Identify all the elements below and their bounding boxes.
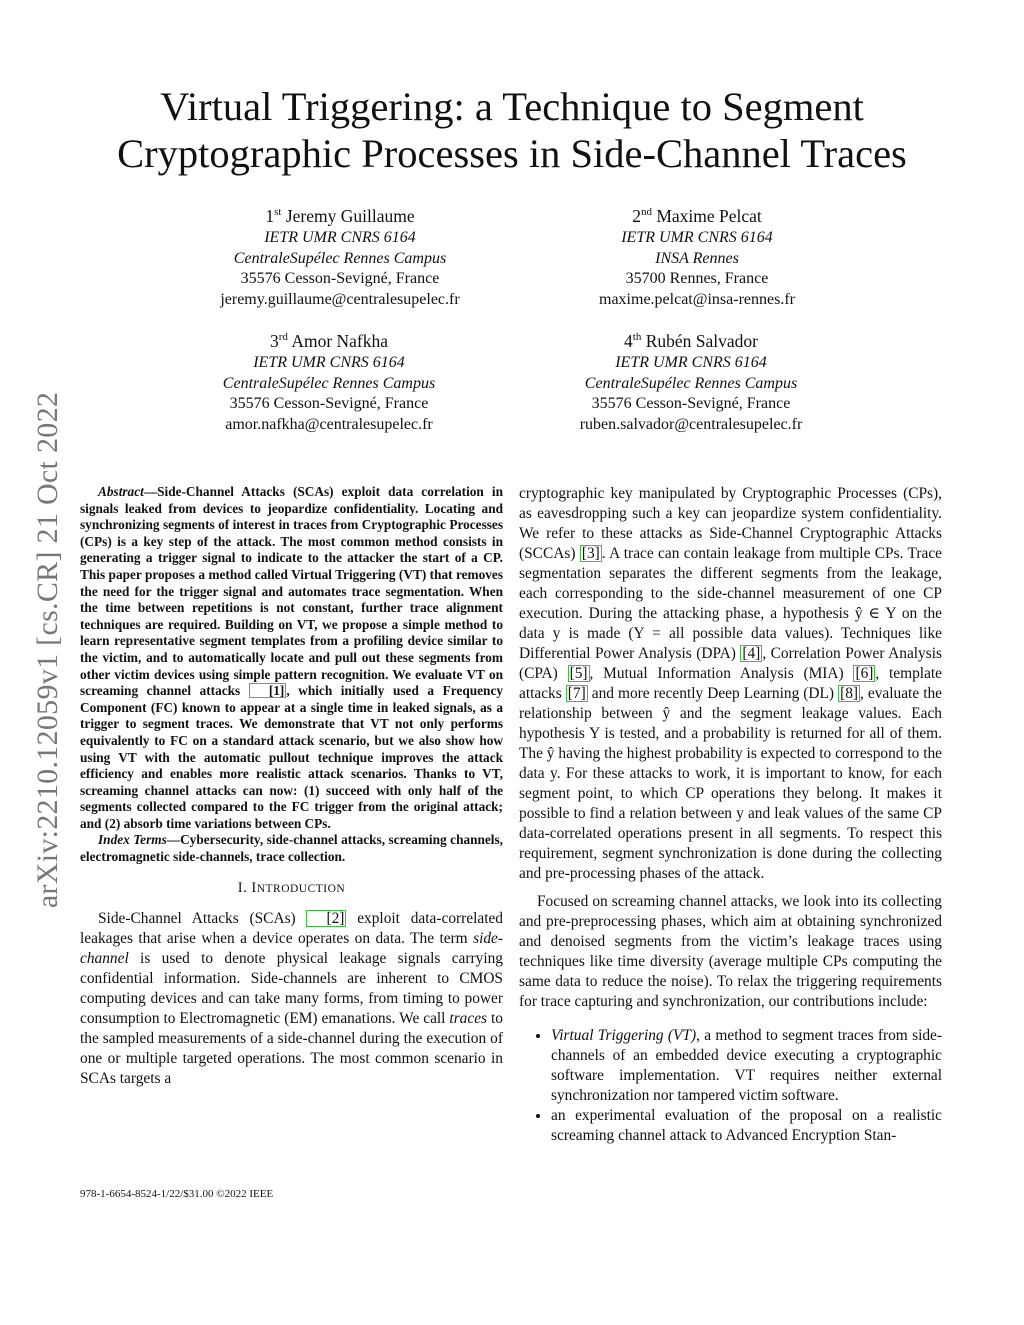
author-block-4 <box>511 325 871 436</box>
author-address: 35576 Cesson-Sevigné, France <box>591 395 791 413</box>
title-line-1: Virtual Triggering: a Technique to Segment <box>160 84 864 129</box>
author-lab: IETR UMR CNRS 6164 <box>621 228 773 246</box>
author-block-3 <box>149 325 509 436</box>
author-lab: IETR UMR CNRS 6164 <box>615 353 767 371</box>
contributions-list <box>519 1026 942 1146</box>
paper-title <box>60 83 964 177</box>
citation-link[interactable]: [3] <box>581 545 600 562</box>
author-name: 3rd Amor Nafkha <box>269 330 389 351</box>
author-block-2 <box>517 200 877 311</box>
title-line-2: Cryptographic Processes in Side-Channel Traces <box>117 131 907 176</box>
author-lab: IETR UMR CNRS 6164 <box>264 228 416 246</box>
citation-link[interactable]: [5] <box>569 665 588 682</box>
citation-link[interactable]: [1] <box>249 683 287 698</box>
author-address: 35700 Rennes, France <box>625 270 769 288</box>
left-column <box>80 484 503 1089</box>
author-name: 1st Jeremy Guillaume <box>265 205 415 226</box>
abstract-label: Abstract <box>98 484 144 499</box>
citation-link[interactable]: [4] <box>742 645 761 662</box>
citation-link[interactable]: [7] <box>567 685 586 702</box>
author-institution: INSA Rennes <box>655 249 739 267</box>
author-email[interactable]: jeremy.guillaume@centralesupelec.fr <box>220 291 460 309</box>
author-name: 4th Rubén Salvador <box>624 330 758 351</box>
list-item: • Virtual Triggering (VT), a method to segment traces from side-channels of an embedded device executing a cryptographic software implementation. VT requires neither external synchronization nor tampered victim software. <box>551 1026 942 1106</box>
author-lab: IETR UMR CNRS 6164 <box>253 353 405 371</box>
body-paragraph: Focused on screaming channel attacks, we look into its collecting and pre-preprocessing phases, which aim at obtaining synchronized and denoised segments from the victim’s leakage traces using techniques like time diversity (average multiple CPs computing the same data to reduce the noise). To relax the triggering requirements for trace capturing and synchronization, our contributions include: <box>519 893 942 1010</box>
citation-link[interactable]: [8] <box>840 685 859 702</box>
author-email[interactable]: amor.nafkha@centralesupelec.fr <box>225 416 433 434</box>
citation-link[interactable]: [2] <box>306 910 346 927</box>
author-name: 2nd Maxime Pelcat <box>632 205 762 226</box>
intro-paragraph: Side-Channel Attacks (SCAs) [2] exploit data-correlated leakages that arise when a device operates on data. The term side-channel is used to denote physical leakage signals carrying confidential information. Side-channels are inherent to CMOS computing devices and can take many forms, from timing to power consumption to Electromagnetic (EM) emanations. We call traces to the sampled measurements of a side-channel during the execution of one or multiple targeted operations. The most common scenario in SCAs targets a <box>80 909 504 1087</box>
index-terms-label: Index Terms <box>98 832 167 848</box>
author-address: 35576 Cesson-Sevigné, France <box>240 270 440 288</box>
author-email[interactable]: ruben.salvador@centralesupelec.fr <box>579 416 803 434</box>
author-institution: CentraleSupélec Rennes Campus <box>233 249 447 267</box>
author-address: 35576 Cesson-Sevigné, France <box>229 395 429 413</box>
author-institution: CentraleSupélec Rennes Campus <box>584 374 798 392</box>
citation-link[interactable]: [6] <box>855 665 874 682</box>
copyright-footer: 978-1-6654-8524-1/22/$31.00 ©2022 IEEE <box>80 1188 274 1200</box>
author-email[interactable]: maxime.pelcat@insa-rennes.fr <box>599 291 795 309</box>
list-item: • an experimental evaluation of the proposal on a realistic screaming channel attack to Advanced Encryption Stan- <box>551 1106 942 1146</box>
author-block-1 <box>160 200 520 311</box>
arxiv-side-label: arXiv:2210.12059v1 [cs.CR] 21 Oct 2022 <box>31 391 64 909</box>
body-paragraph: cryptographic key manipulated by Cryptographic Processes (CPs), as eavesdropping such a key can jeopardize system confidentiality. We refer to these attacks as Side-Channel Cryptographic Attacks (SCCAs) [3] . A trace can contain leakage from multiple CPs. Trace segmentation separates the different segments from the leakage, each corresponding to the side-channel measurement of one CP execution. During the attacking phase, a hypothesis ŷ ∈ Y on the data y is made (Y = all possible data values). Techniques like Differential Power Analysis (DPA) [4] , Correlation Power Analysis (CPA) [5] , Mutual Information Analysis (MIA) [6] , template attacks [7] and more recently Deep Learning (DL) [8] , evaluate the relationship between ŷ and the segment leakage values. Each hypothesis Y is tested, and a probability is returned for all of them. The ŷ having the highest probability is expected to correspond to the data y. For these attacks to work, it is important to know, for each segment point, to which CP operations they belong. It makes it possible to find a relation between y and leak values of the same CP data-correlated operations present in all segments. To respect this requirement, segment synchronization is done during the collecting and pre-processing phases of the attack. <box>519 485 943 882</box>
section-heading-introduction: I. INTRODUCTION <box>237 879 346 896</box>
author-institution: CentraleSupélec Rennes Campus <box>222 374 436 392</box>
abstract: Abstract—Side-Channel Attacks (SCAs) exploit data correlation in signals leaked from devices to jeopardize confidentiality. Locating and synchronizing segments of interest in traces from Cryptographic Processes (CPs) is a key step of the attack. The most common method consists in generating a trigger signal to indicate to the attacker the start of a CP. This paper proposes a method called Virtual Triggering (VT) that removes the need for the trigger signal and automates trace segmentation. When the time between repetitions is not constant, further trace alignment techniques are required. Building on VT, we propose a simple method to learn representative segment templates from a profiling device similar to the victim, and to automatically locate and pull out these segments from other victim devices using simple pattern recognition. We evaluate VT on screaming channel attacks [1] , which initially used a Frequency Component (FC) known to appear at a single time in leaked signals, as a trigger to segment traces. We demonstrate that VT not only performs equivalently to FC on a standard attack scenario, but we also show how using VT with the automatic pullout technique improves the attack efficiency and enables more realistic attack scenarios. Thanks to VT, screaming channel attacks can now: (1) succeed with only half of the segments collected compared to the FC trigger from the original attack; and (2) absorb time variations between CPs. <box>80 484 503 831</box>
right-column <box>519 484 942 1146</box>
index-terms: Index Terms—Cybersecurity, side-channel attacks, screaming channels, electromagnetic side-channels, trace collection. <box>80 832 503 865</box>
